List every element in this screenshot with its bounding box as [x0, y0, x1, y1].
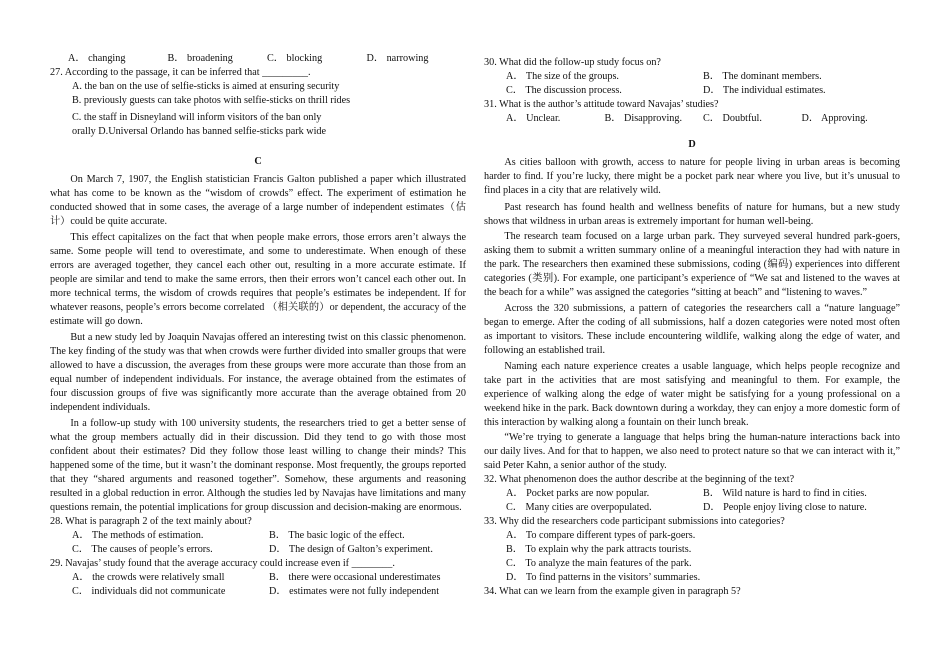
q27-stem: 27. According to the passage, it can be inferred that _________. [50, 67, 311, 78]
q33-option-b: B． To explain why the park attracts tourists. [506, 544, 692, 555]
q30-options-row-2 [484, 84, 900, 98]
q30-option-c: C． The discussion process. [506, 85, 622, 96]
q34-stem: 34. What can we learn from the example given in paragraph 5? [484, 586, 741, 597]
q26-option-c: C． blocking [267, 53, 323, 64]
passage-c-paragraph-1: On March 7, 1907, the English statistician Francis Galton published a paper which illustrated what has come to be known as the “wisdom of crowds” effect. The experiment of estimation he conducted showed that in some cases, the average of a large number of independent estimates（估计）could be quite accurate. [50, 174, 466, 227]
q27-option-c: C. the staff in Disneyland will inform visitors of the ban only [72, 112, 322, 123]
q29-options-row-2 [50, 585, 466, 599]
q28-option-b: B． The basic logic of the effect. [269, 530, 405, 541]
q31-options [484, 112, 900, 126]
q32-option-c: C． Many cities are overpopulated. [506, 502, 652, 513]
q26-options [50, 52, 466, 66]
q33-option-d: D． To find patterns in the visitors’ summaries. [506, 572, 701, 583]
q27-option-b: B. previously guests can take photos with selfie-sticks on thrill rides [72, 95, 351, 106]
q28-option-c: C． The causes of people’s errors. [72, 544, 213, 555]
q31-option-a: A． Unclear. [506, 113, 561, 124]
q30-option-d: D． The individual estimates. [703, 85, 826, 96]
q28-option-a: A． The methods of estimation. [72, 530, 204, 541]
q33-option-c: C． To analyze the main features of the park. [506, 558, 692, 569]
q31-option-b: B． Disapproving. [604, 113, 683, 124]
passage-c-paragraph-2: This effect capitalizes on the fact that when people make errors, those errors aren’t always the same. Some people will tend to overestimate, and some to underestimate. When enough of these errors are averaged together, they cancel each other out, resulting in a more accurate estimate. If people are similar and tend to make the same errors, then their errors won’t cancel each other out. In more technical terms, the wisdom of crowds requires that people’s estimates be independent. If for whatever reasons, people’s errors become correlated （相关联的）or dependent, the accuracy of the estimate will go down. [50, 232, 466, 327]
passage-d-paragraph-3: The research team focused on a large urban park. They surveyed several hundred park-goers, asking them to submit a written summary online of a meaningful interaction they had with nature in the park. The researchers then examined these submissions, coding (编码) experiences into different categories (类别). For example, one participant’s experience of “We sat and listened to the waves at the beach for a while” was assigned the categories “sitting at beach” and “listening to waves.” [484, 231, 900, 298]
q27-option-d: orally D.Universal Orlando has banned selfie-sticks park wide [72, 126, 327, 137]
left-column [50, 52, 466, 599]
q28-options-row-1 [50, 529, 466, 543]
q28-option-d: D． The design of Galton’s experiment. [269, 544, 433, 555]
q28-stem: 28. What is paragraph 2 of the text mainly about? [50, 516, 252, 527]
q33-stem: 33. Why did the researchers code participant submissions into categories? [484, 516, 785, 527]
q30-option-b: B． The dominant members. [703, 71, 822, 82]
q28-options-row-2 [50, 543, 466, 557]
passage-d-paragraph-4: Across the 320 submissions, a pattern of categories the researchers call a “nature language” began to emerge. After the coding of all submissions, half a dozen categories were noted most often as important to visitors. These include encountering wildlife, walking along the edge of water, and following an established trail. [484, 303, 900, 356]
q30-option-a: A． The size of the groups. [506, 71, 619, 82]
q32-option-a: A． Pocket parks are now popular. [506, 488, 650, 499]
q32-option-d: D． People enjoy living close to nature. [703, 502, 867, 513]
q31-stem: 31. What is the author’s attitude toward Navajas’ studies? [484, 99, 719, 110]
q26-option-a: A． changing [68, 53, 126, 64]
q32-options-row-2 [484, 501, 900, 515]
q32-options-row-1 [484, 487, 900, 501]
section-d-title: D [688, 139, 696, 150]
q32-option-b: B． Wild nature is hard to find in cities. [703, 488, 867, 499]
q29-option-b: B． there were occasional underestimates [269, 572, 441, 583]
passage-c-paragraph-4: In a follow-up study with 100 university students, the researchers tried to get a better sense of what the group members actually did in their discussion. Did they tend to go with those most confident about their estimates? Did they follow those least willing to change their minds? This happened some of the time, but it wasn’t the dominant response. Most frequently, the groups reported that they “shared arguments and reasoned together”. Somehow, these arguments and reasoning resulted in a global reduction in error. Although the studies led by Navajas have limitations and many questions remain, the potential implications for group discussion and decision-making are enormous. [50, 418, 466, 513]
q29-option-d: D． estimates were not fully independent [269, 586, 440, 597]
q29-options-row-1 [50, 571, 466, 585]
right-column [484, 56, 900, 599]
q29-stem: 29. Navajas’ study found that the average accuracy could increase even if ________. [50, 558, 395, 569]
q30-options-row-1 [484, 70, 900, 84]
passage-d-paragraph-6: “We’re trying to generate a language that helps bring the human-nature interactions back into our daily lives. And for that to happen, we also need to protect nature so that we can interact with it,” said Peter Kahn, a senior author of the study. [484, 432, 900, 471]
section-c-title: C [254, 156, 262, 167]
q26-option-b: B． broadening [167, 53, 233, 64]
q31-option-c: C． Doubtful. [703, 113, 762, 124]
passage-d-paragraph-5: Naming each nature experience creates a usable language, which helps people recognize and take part in the activities that are most satisfying and meaningful to them. For example, the experience of walking along the edge of water might be satisfying for a young professional on a weekend hike in the park. Back downtown during a workday, they can enjoy a more domestic form of this interaction by walking along a fountain on their lunch break. [484, 361, 900, 428]
q26-option-d: D． narrowing [366, 53, 429, 64]
passage-c-paragraph-3: But a new study led by Joaquin Navajas offered an interesting twist on this classic phenomenon. The key finding of the study was that when crowds were further divided into smaller groups that were allowed to have a discussion, the averages from these groups were more accurate than those from an equal number of independent individuals. For instance, the average obtained from the estimates of four discussion groups of five was significantly more accurate than the average obtained from 20 independent individuals. [50, 332, 466, 413]
q29-option-a: A． the crowds were relatively small [72, 572, 225, 583]
passage-d-paragraph-2: Past research has found health and wellness benefits of nature for humans, but a new study shows that wildness in urban areas is extremely important for human well-being. [484, 202, 900, 227]
q33-option-a: A． To compare different types of park-goers. [506, 530, 696, 541]
q31-option-d: D． Approving. [801, 113, 868, 124]
passage-d-paragraph-1: As cities balloon with growth, access to nature for people living in urban areas is becoming harder to find. If you’re lucky, there might be a pocket park near where you live, but it’s unusual to find places in a city that are relatively wild. [484, 157, 900, 196]
q29-option-c: C． individuals did not communicate [72, 586, 226, 597]
q32-stem: 32. What phenomenon does the author describe at the beginning of the text? [484, 474, 795, 485]
q30-stem: 30. What did the follow-up study focus on? [484, 57, 661, 68]
q27-option-a: A. the ban on the use of selfie-sticks is aimed at ensuring security [72, 81, 340, 92]
